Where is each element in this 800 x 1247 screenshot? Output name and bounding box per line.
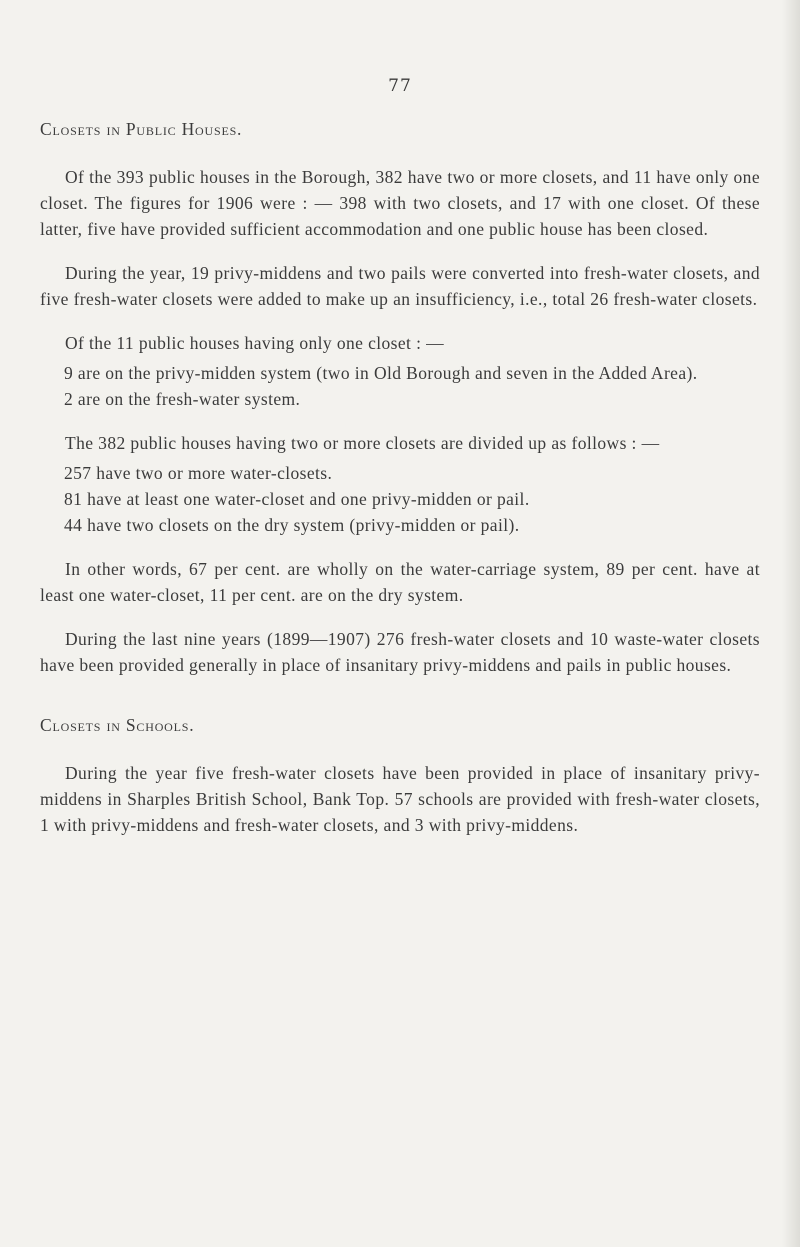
- list-item: 2 are on the fresh-water system.: [64, 389, 301, 409]
- list-item: 81 have at least one water-closet and one privy-midden or pail.: [64, 489, 530, 509]
- paragraph: During the year, 19 privy-middens and two pails were converted into fresh-water closets, and five fresh-water closets were added to make up an insufficiency, i.e., total 26 fresh-water closets.: [40, 263, 760, 309]
- one-closet-list: [40, 360, 760, 412]
- list-item: 257 have two or more water-closets.: [64, 463, 333, 483]
- paragraph: Of the 393 public houses in the Borough, 382 have two or more closets, and 11 have only one closet. The figures for 1906 were : — 398 with two closets, and 17 with one closet. Of these latter, five have provided sufficient accommodation and one public house has been closed.: [40, 167, 760, 239]
- two-closet-list: [40, 460, 760, 538]
- list-item: 44 have two closets on the dry system (privy-midden or pail).: [64, 515, 520, 535]
- paragraph: In other words, 67 per cent. are wholly on the water-carriage system, 89 per cent. have at least one water-closet, 11 per cent. are on the dry system.: [40, 559, 760, 605]
- list-intro: The 382 public houses having two or more closets are divided up as follows : —: [65, 433, 660, 453]
- page-edge-shadow: [782, 0, 800, 1247]
- paragraph: During the last nine years (1899—1907) 276 fresh-water closets and 10 waste-water closets have been provided generally in place of insanitary privy-middens and pails in public houses.: [40, 629, 760, 675]
- list-intro: Of the 11 public houses having only one closet : —: [65, 333, 445, 353]
- page-content: [40, 116, 760, 856]
- section-heading-schools: Closets in Schools.: [40, 715, 195, 735]
- page-number: 77: [388, 76, 412, 96]
- section-heading-public-houses: Closets in Public Houses.: [40, 119, 243, 139]
- list-item: 9 are on the privy-midden system (two in Old Borough and seven in the Added Area).: [64, 363, 698, 383]
- paragraph: During the year five fresh-water closets have been provided in place of insanitary privy-middens in Sharples British School, Bank Top. 57 schools are provided with fresh-water closets, 1 with privy-middens and fresh-water closets, and 3 with privy-middens.: [40, 763, 760, 835]
